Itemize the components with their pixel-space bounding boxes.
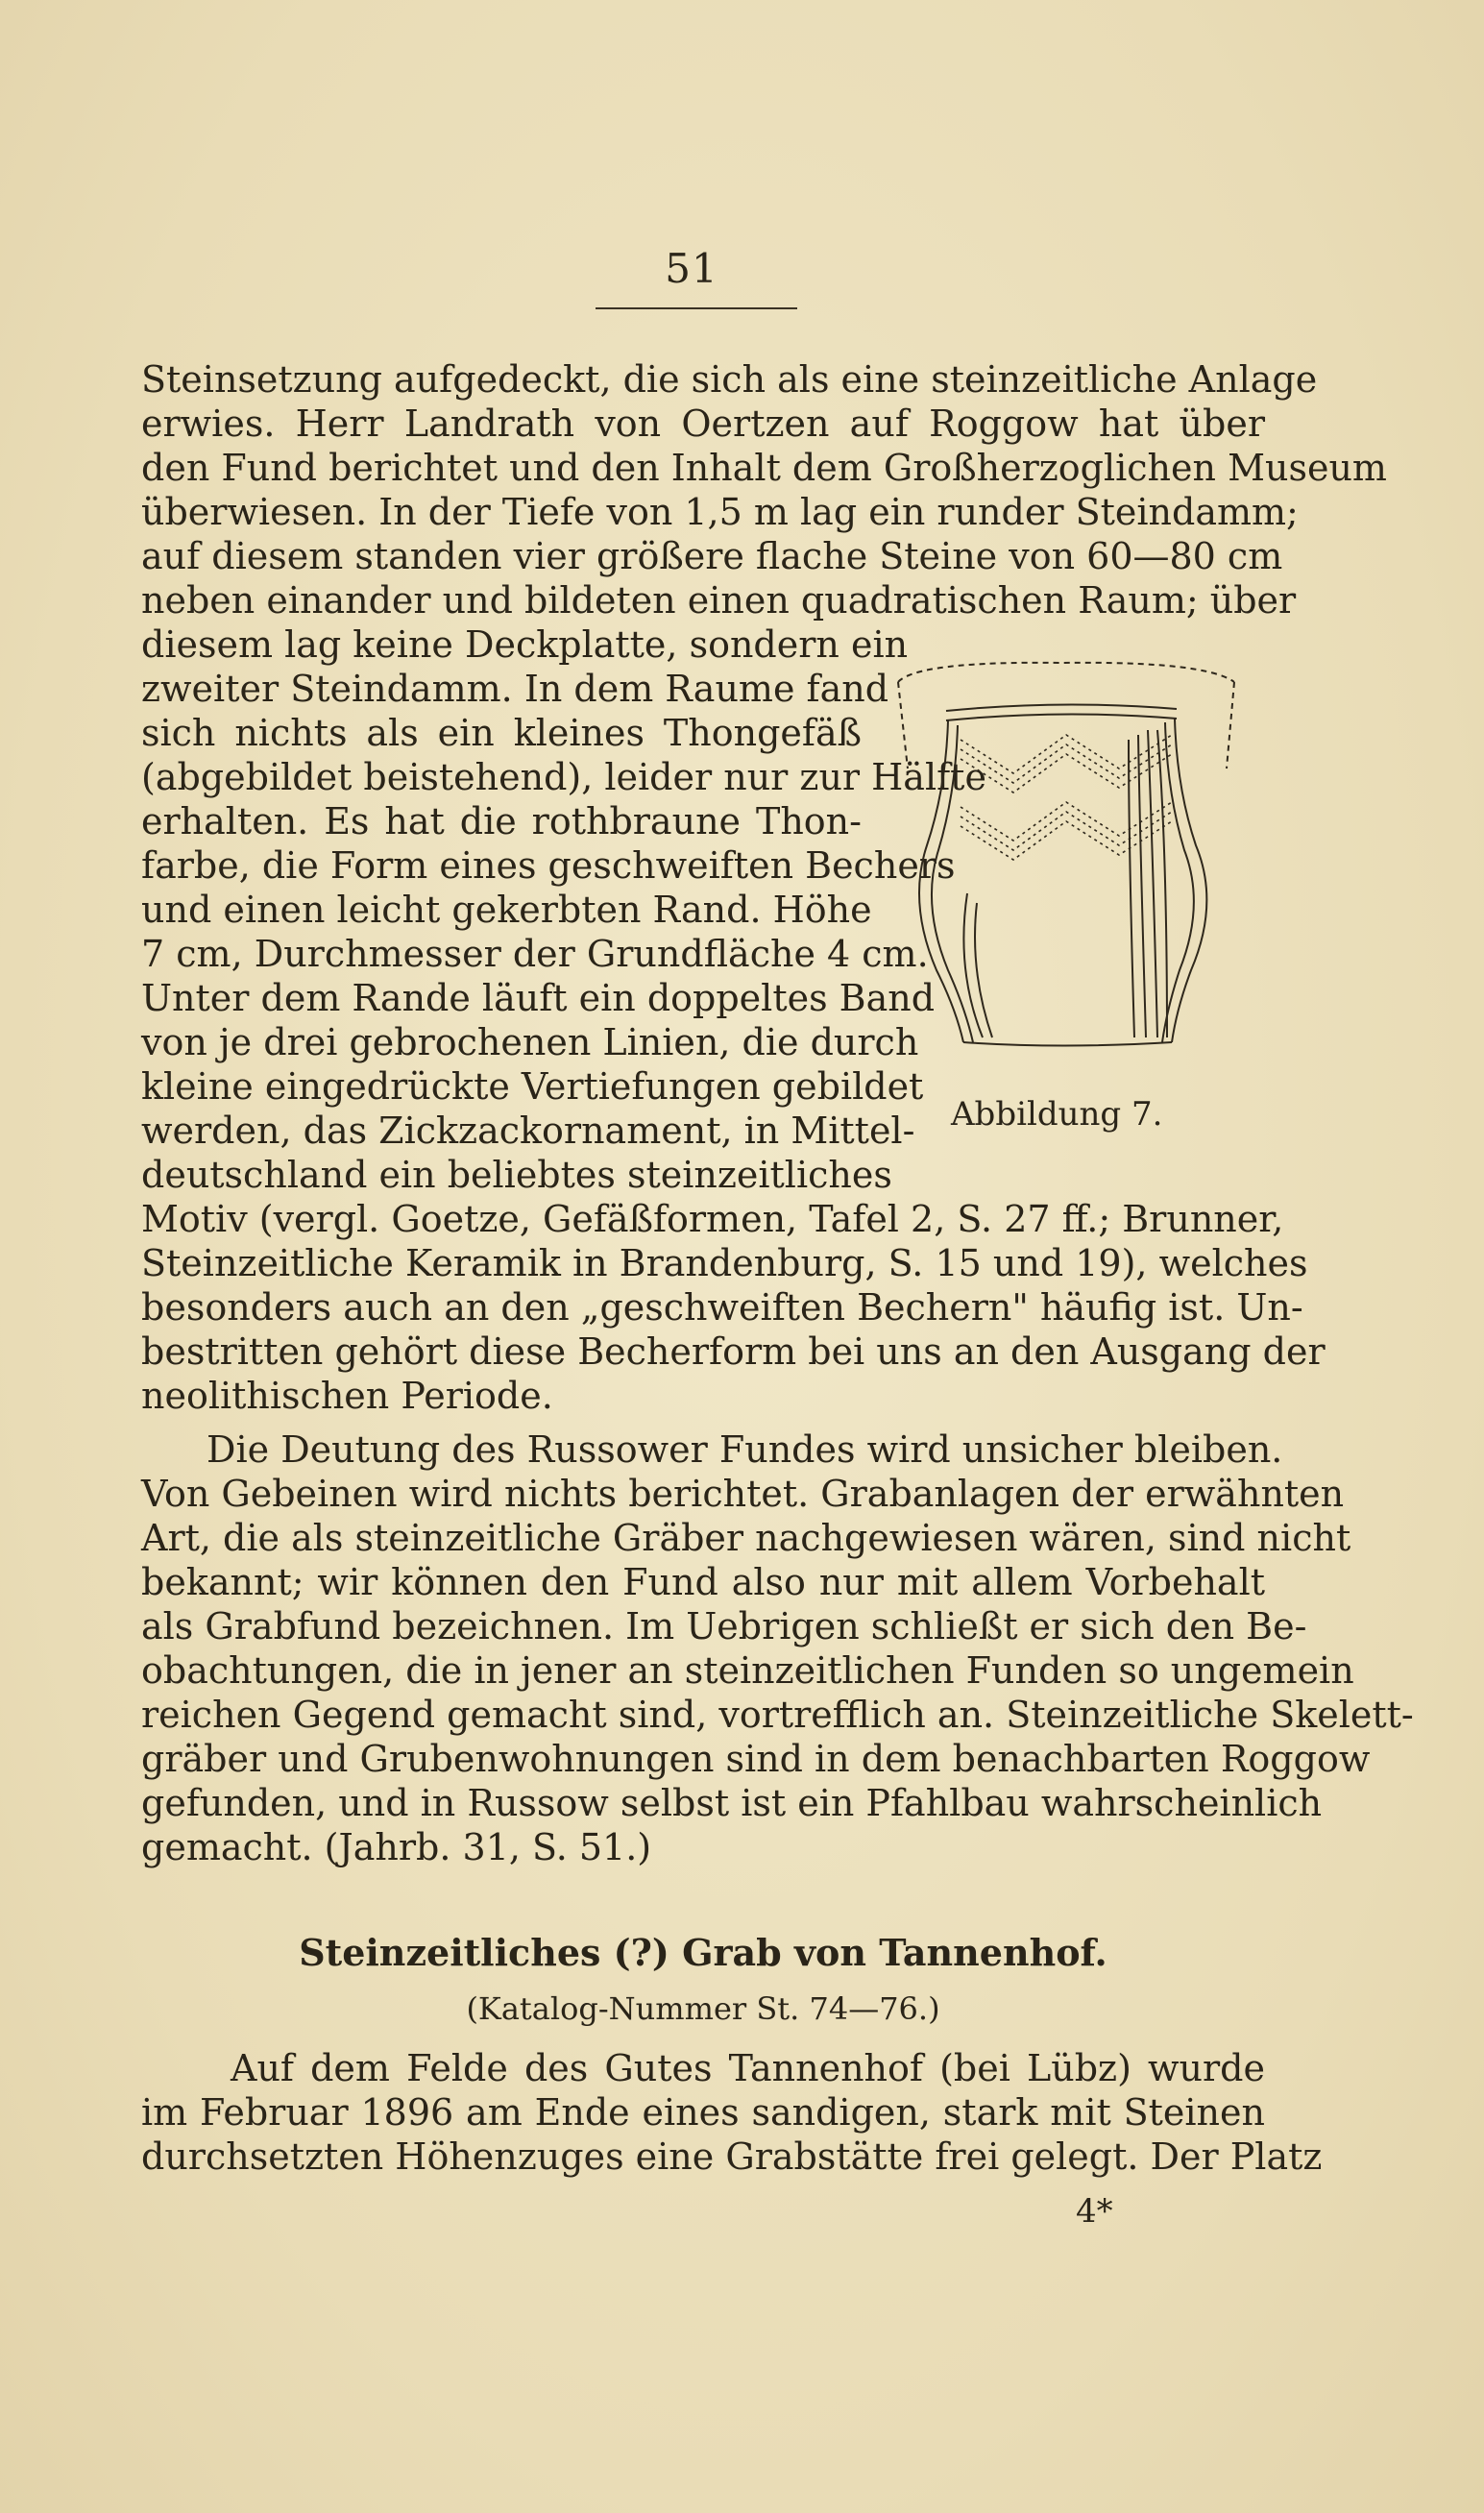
text-line: Die Deutung des Russower Fundes wird unsicher bleiben. bbox=[207, 1428, 1283, 1471]
text-line: (abgebildet beistehend), leider nur zur Hälfte bbox=[141, 756, 986, 798]
text-line: werden, das Zickzackornament, in Mittel- bbox=[141, 1110, 915, 1152]
text-line: kleine eingedrückte Vertiefungen gebildet bbox=[141, 1065, 924, 1108]
text-line: reichen Gegend gemacht sind, vortrefflich an. Steinzeitliche Skelett- bbox=[141, 1694, 1414, 1736]
text-line: als Grabfund bezeichnen. Im Uebrigen schließt er sich den Be- bbox=[141, 1605, 1307, 1647]
text-line: überwiesen. In der Tiefe von 1,5 m lag ein runder Steindamm; bbox=[141, 491, 1299, 533]
text-line: im Februar 1896 am Ende eines sandigen, stark mit Steinen bbox=[141, 2091, 1265, 2134]
catalog-number: (Katalog-Nummer St. 74—76.) bbox=[466, 1990, 940, 2027]
text-line: von je drei gebrochenen Linien, die durch bbox=[141, 1021, 919, 1063]
text-line: sich nichts als ein kleines Thongefäß bbox=[141, 712, 862, 754]
text-line: Auf dem Felde des Gutes Tannenhof (bei Lübz) wurde bbox=[231, 2047, 1265, 2089]
text-line: durchsetzten Höhenzuges eine Grabstätte frei gelegt. Der Platz bbox=[141, 2135, 1323, 2178]
text-line: neolithischen Periode. bbox=[141, 1375, 553, 1417]
text-line: auf diesem standen vier größere flache Steine von 60—80 cm bbox=[141, 535, 1283, 577]
text-line: deutschland ein beliebtes steinzeitliches bbox=[141, 1154, 892, 1196]
text-line: obachtungen, die in jener an steinzeitlichen Funden so ungemein bbox=[141, 1649, 1354, 1692]
text-line: Motiv (vergl. Goetze, Gefäßformen, Tafel 2, S. 27 ff.; Brunner, bbox=[141, 1198, 1284, 1240]
text-line: gemacht. (Jahrb. 31, S. 51.) bbox=[141, 1826, 652, 1868]
text-line: diesem lag keine Deckplatte, sondern ein bbox=[141, 623, 909, 666]
text-line: Von Gebeinen wird nichts berichtet. Grabanlagen der erwähnten bbox=[141, 1473, 1345, 1515]
signature-mark: 4* bbox=[1076, 2192, 1113, 2231]
text-line: Steinsetzung aufgedeckt, die sich als eine steinzeitliche Anlage bbox=[141, 358, 1318, 401]
text-line: Steinzeitliche Keramik in Brandenburg, S. 15 und 19), welches bbox=[141, 1242, 1308, 1284]
header-rule bbox=[596, 307, 797, 309]
text-line: den Fund berichtet und den Inhalt dem Großherzoglichen Museum bbox=[141, 447, 1387, 489]
text-line: bekannt; wir können den Fund also nur mit allem Vorbehalt bbox=[141, 1561, 1265, 1603]
text-line: farbe, die Form eines geschweiften Bechers bbox=[141, 844, 956, 887]
text-line: erhalten. Es hat die rothbraune Thon- bbox=[141, 800, 862, 842]
text-line: gefunden, und in Russow selbst ist ein Pfahlbau wahrscheinlich bbox=[141, 1782, 1323, 1824]
text-line: Art, die als steinzeitliche Gräber nachgewiesen wären, sind nicht bbox=[141, 1517, 1351, 1559]
text-line: 7 cm, Durchmesser der Grundfläche 4 cm. bbox=[141, 933, 929, 975]
text-line: erwies. Herr Landrath von Oertzen auf Roggow hat über bbox=[141, 403, 1265, 445]
text-line: Unter dem Rande läuft ein doppeltes Band bbox=[141, 977, 936, 1019]
vessel-illustration bbox=[888, 653, 1249, 1086]
text-line: gräber und Grubenwohnungen sind in dem benachbarten Roggow bbox=[141, 1738, 1371, 1780]
text-line: bestritten gehört diese Becherform bei uns an den Ausgang der bbox=[141, 1330, 1326, 1373]
page-number: 51 bbox=[665, 245, 718, 292]
text-line: und einen leicht gekerbten Rand. Höhe bbox=[141, 889, 872, 931]
text-line: neben einander und bildeten einen quadratischen Raum; über bbox=[141, 579, 1297, 622]
section-heading: Steinzeitliches (?) Grab von Tannenhof. bbox=[299, 1931, 1107, 1974]
text-line: besonders auch an den „geschweiften Bechern" häufig ist. Un- bbox=[141, 1286, 1303, 1329]
text-line: zweiter Steindamm. In dem Raume fand bbox=[141, 668, 889, 710]
figure-caption: Abbildung 7. bbox=[951, 1095, 1163, 1134]
